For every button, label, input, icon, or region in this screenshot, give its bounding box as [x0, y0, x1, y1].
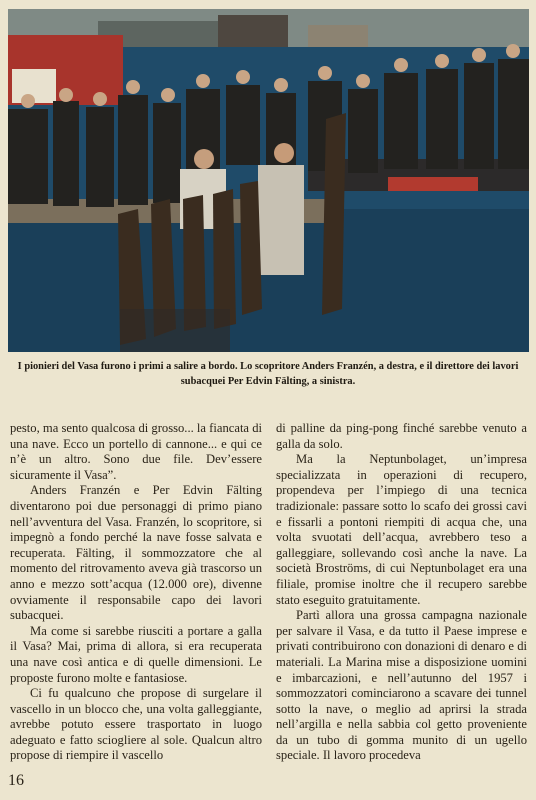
paragraph: Ci fu qualcuno che propose di surgelare il vascello in un blocco che, una volta galleggiante, avrebbe potuto essere trasportato in luogo adeguato e fatto sciogliere al sole. Qualcun altro propose di riempire il vascello [10, 686, 262, 763]
paragraph: Anders Franzén e Per Edvin Fälting diventarono poi due personaggi di primo piano nell’avventura del Vasa. Franzén, lo scopritore, si impegnò a fondo perché la nave fosse salvata e recuperata. Fälting, il sommozzatore che al momento del ritrovamento aveva già trascorso un anno e mezzo sott’acqua (12.000 ore), divenne ovviamente il responsabile capo dei lavori subacquei. [10, 483, 262, 623]
paragraph: pesto, ma sento qualcosa di grosso... la fiancata di una nave. Ecco un portello di cannone... e qui ce n’è un altro. Sono due file. Dev’essere sicuramente il Vasa”. [10, 421, 262, 482]
paragraph: Partì allora una grossa campagna nazionale per salvare il Vasa, e da tutto il Paese imprese e privati contribuirono con donazioni di denaro e di materiali. La Marina mise a disposizione uomini e imbarcazioni, e nell’autunno del 1957 i sommozzatori cominciarono a scavare dei tunnel sotto la nave, o meglio ad aprirsi la strada nell’argilla e nella sabbia col getto proveniente da un tubo di gomma munito di un ugello speciale. Il lavoro procedeva [276, 608, 527, 763]
historic-photograph [8, 9, 529, 352]
paragraph: di palline da ping-pong finché sarebbe venuto a galla da solo. [276, 421, 527, 451]
right-text-column [276, 421, 527, 764]
paragraph: Ma la Neptunbolaget, un’impresa specializzata in operazioni di recupero, propendeva per l’impiego di una tecnica tradizionale: passare sotto lo scafo dei grossi cavi e fissarli a pontoni riempiti di acqua che, una volta svuotati dell’acqua, avrebbero teso a galleggiare, sollevando così anche la nave. La società Broströms, di cui Neptunbolaget era una filiale, promise inoltre che il recupero sarebbe stato eseguito gratuitamente. [276, 452, 527, 607]
page-number: 16 [8, 772, 24, 789]
photo-caption: I pionieri del Vasa furono i primi a salire a bordo. Lo scopritore Anders Franzén, a destra, e il direttore dei lavori subacquei Per Edvin Fälting, a sinistra. [17, 361, 519, 388]
left-text-column [10, 421, 262, 764]
paragraph: Ma come si sarebbe riusciti a portare a galla il Vasa? Mai, prima di allora, si era recuperata una nave così antica e di quelle dimensioni. Le proposte furono molte e fantasiose. [10, 623, 262, 685]
